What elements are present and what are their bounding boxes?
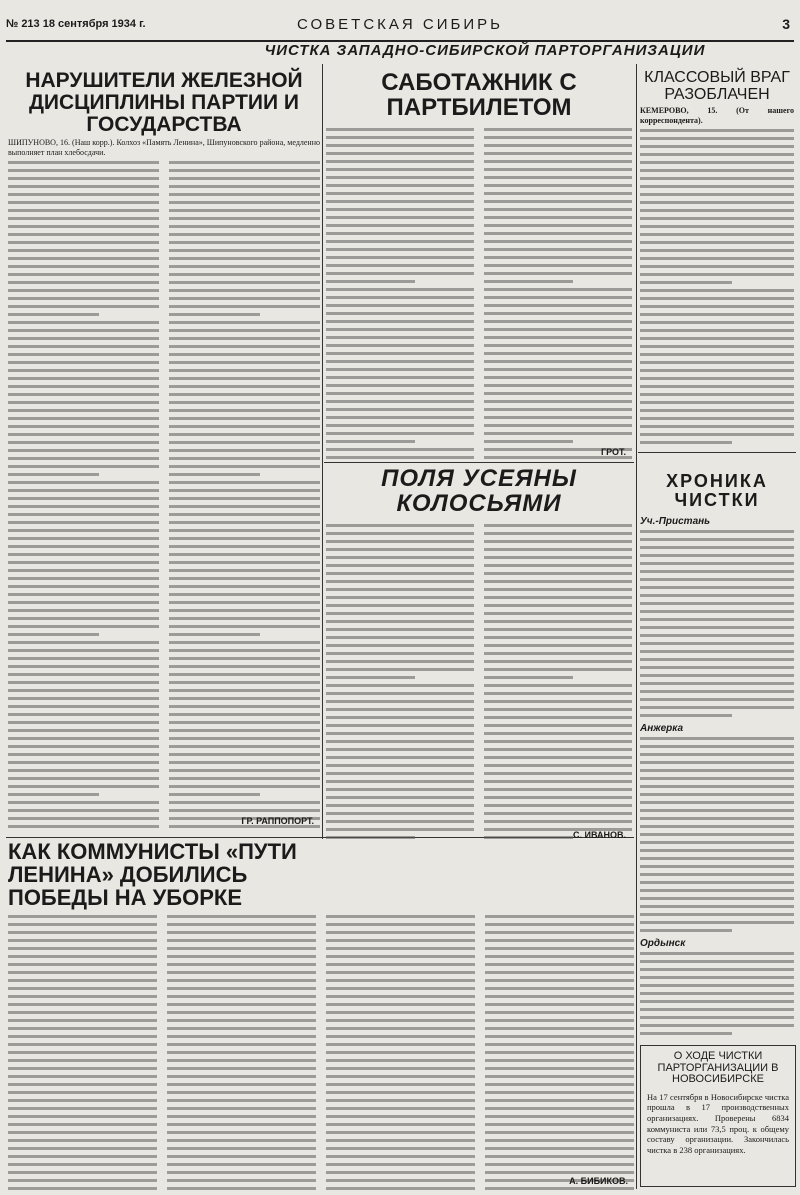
- article-headline: О ХОДЕ ЧИСТКИ ПАРТОРГАНИЗАЦИИ В НОВОСИБИРСКЕ: [657, 1050, 779, 1086]
- article-signature: ГРОТ.: [601, 447, 626, 457]
- text-column: [326, 915, 475, 1190]
- article-chronicle: [640, 462, 794, 1038]
- article-body: [640, 952, 794, 1035]
- article-body: [640, 737, 794, 932]
- article-body: [640, 129, 794, 446]
- article-fields: [326, 466, 632, 844]
- text-column: [484, 128, 632, 461]
- article-body: [8, 915, 634, 1190]
- article-novosibirsk-box: [640, 1045, 796, 1187]
- article-dateline: ШИПУНОВО, 16. (Наш корр.). Колхоз «Память Ленина», Шипуновского района, медленно выполняет план хлебосдачи.: [8, 138, 320, 158]
- article-text: На 17 сентября в Новосибирске чистка прошла в 17 производственных организациях. Проверены 6834 коммуниста или 73,5 проц. к общему составу организации. Закончилась чистка в 238 организациях.: [647, 1091, 789, 1155]
- column-divider: [322, 64, 323, 839]
- text-column: [167, 915, 316, 1190]
- article-headline: ПОЛЯ УСЕЯНЫ КОЛОСЬЯМИ: [381, 466, 577, 518]
- article-headline: КЛАССОВЫЙ ВРАГ РАЗОБЛАЧЕН: [644, 69, 790, 103]
- subsection-heading: Уч.-Пристань: [640, 515, 711, 527]
- text-column: [326, 128, 474, 461]
- article-headline: ХРОНИКА ЧИСТКИ: [666, 471, 768, 510]
- article-body: [640, 530, 794, 717]
- article-dateline: КЕМЕРОВО, 15. (От нашего корреспондента).: [640, 105, 794, 125]
- text-column: [484, 524, 632, 844]
- text-column: [485, 915, 634, 1190]
- subsection-heading: Анжерка: [640, 722, 684, 734]
- article-signature: ГР. РАППОПОРТ.: [241, 816, 314, 826]
- article-violators: [8, 66, 320, 830]
- subsection-heading: Ордынск: [640, 937, 686, 949]
- article-lenin-path: [8, 840, 634, 1190]
- article-class-enemy: [640, 66, 794, 446]
- page-number: 3: [782, 16, 790, 32]
- text-column: [326, 524, 474, 844]
- row-divider: [638, 452, 796, 453]
- article-saboteur: [326, 66, 632, 461]
- issue-number: № 213 18 сентября 1934 г.: [6, 18, 146, 30]
- article-body: [326, 128, 632, 461]
- article-signature: С. ИВАНОВ.: [572, 830, 626, 840]
- text-column: [8, 915, 157, 1190]
- article-signature: А. БИБИКОВ.: [569, 1176, 628, 1186]
- text-column: [8, 161, 159, 830]
- column-divider: [636, 64, 637, 1189]
- article-headline: КАК КОММУНИСТЫ «ПУТИ ЛЕНИНА» ДОБИЛИСЬ ПОБЕДЫ НА УБОРКЕ: [8, 840, 297, 911]
- masthead: [6, 14, 794, 42]
- row-divider: [324, 462, 634, 463]
- article-headline: НАРУШИТЕЛИ ЖЕЛЕЗНОЙ ДИСЦИПЛИНЫ ПАРТИИ И ГОСУДАРСТВА: [25, 69, 303, 137]
- text-column: [169, 161, 320, 830]
- article-body: [8, 161, 320, 830]
- section-banner: ЧИСТКА ЗАПАДНО-СИБИРСКОЙ ПАРТОРГАНИЗАЦИИ: [264, 42, 706, 59]
- newspaper-title: СОВЕТСКАЯ СИБИРЬ: [296, 16, 503, 33]
- article-headline: САБОТАЖНИК С ПАРТБИЛЕТОМ: [381, 69, 577, 122]
- article-body: [326, 524, 632, 844]
